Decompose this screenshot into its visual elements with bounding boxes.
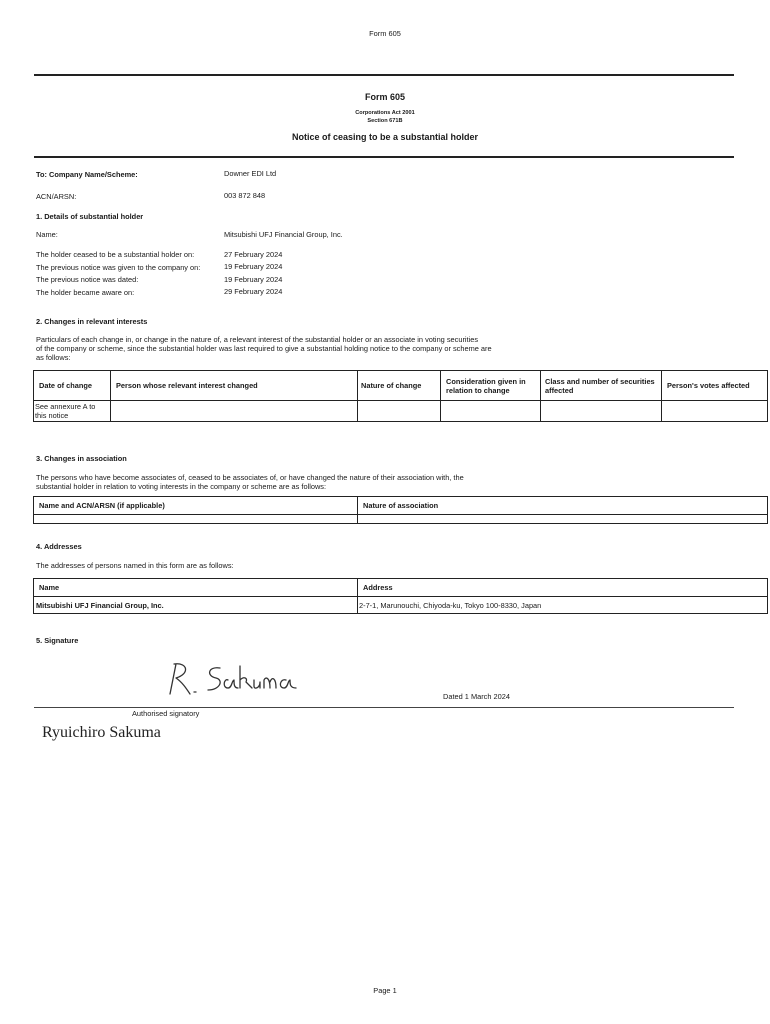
addresses-table-header-row bbox=[34, 579, 768, 597]
table-cell bbox=[662, 401, 768, 422]
table-cell bbox=[441, 401, 541, 422]
header-nature-of-change: Nature of change bbox=[358, 371, 441, 401]
holder-name-value: Mitsubishi UFJ Financial Group, Inc. bbox=[224, 230, 343, 239]
header-person-whose-interest-changed: Person whose relevant interest changed bbox=[111, 371, 358, 401]
to-label: To: Company Name/Scheme: bbox=[36, 170, 138, 179]
ceased-date-value: 27 February 2024 bbox=[224, 250, 283, 259]
header-persons-votes: Person's votes affected bbox=[662, 371, 768, 401]
changes-table-header-row bbox=[34, 371, 768, 401]
section5-heading: 5. Signature bbox=[36, 636, 79, 645]
signatory-name: Ryuichiro Sakuma bbox=[42, 724, 161, 741]
company-name: Downer EDI Ltd bbox=[224, 169, 277, 178]
table-row bbox=[34, 597, 768, 614]
address-value: 2-7-1, Marunouchi, Chiyoda-ku, Tokyo 100-8330, Japan bbox=[358, 597, 768, 614]
section2-para-line-2: of the company or scheme, since the substantial holder was last required to give a substantial holding notice to the company or scheme are bbox=[36, 344, 492, 353]
holder-name-label: Name: bbox=[36, 230, 58, 239]
header-address: Address bbox=[358, 579, 768, 597]
signature-rule bbox=[34, 707, 734, 708]
association-table-header-row bbox=[34, 497, 768, 515]
changes-table bbox=[33, 370, 768, 422]
addresses-table bbox=[33, 578, 768, 614]
form-title: Form 605 bbox=[364, 92, 406, 102]
section2-para-line-1: Particulars of each change in, or change in the nature of, a relevant interest of the substantial holder or an associate in voting securities bbox=[36, 335, 479, 344]
section2-heading: 2. Changes in relevant interests bbox=[36, 317, 148, 326]
notice-title: Notice of ceasing to be a substantial holder bbox=[291, 132, 479, 142]
header-name-and-acn: Name and ACN/ARSN (if applicable) bbox=[34, 497, 358, 515]
table-cell bbox=[111, 401, 358, 422]
header-consideration: Consideration given in relation to change bbox=[441, 371, 541, 401]
title-rule bbox=[34, 156, 734, 158]
previous-notice-given-value: 19 February 2024 bbox=[224, 262, 283, 271]
section3-para-line-1: The persons who have become associates of, ceased to be associates of, or have changed the nature of their association with, the bbox=[36, 473, 464, 482]
header-date-of-change: Date of change bbox=[34, 371, 111, 401]
section-line: Section 671B bbox=[367, 118, 403, 124]
section3-heading: 3. Changes in association bbox=[36, 454, 127, 463]
section2-para-line-3: as follows: bbox=[36, 353, 71, 362]
previous-notice-dated-value: 19 February 2024 bbox=[224, 275, 283, 284]
previous-notice-dated-label: The previous notice was dated: bbox=[36, 275, 139, 284]
ceased-date-label: The holder ceased to be a substantial holder on: bbox=[36, 250, 195, 259]
header-class-and-number: Class and number of securities affected bbox=[541, 371, 662, 401]
became-aware-label: The holder became aware on: bbox=[36, 288, 135, 297]
table-cell bbox=[34, 515, 358, 524]
table-row bbox=[34, 401, 768, 422]
annexure-reference: See annexure A to this notice bbox=[34, 401, 111, 422]
table-cell bbox=[358, 401, 441, 422]
previous-notice-given-label: The previous notice was given to the company on: bbox=[36, 263, 201, 272]
section4-para: The addresses of persons named in this form are as follows: bbox=[36, 561, 234, 570]
became-aware-value: 29 February 2024 bbox=[224, 287, 283, 296]
address-holder-name: Mitsubishi UFJ Financial Group, Inc. bbox=[34, 597, 358, 614]
acn-label: ACN/ARSN: bbox=[36, 192, 77, 201]
act-line: Corporations Act 2001 bbox=[355, 110, 415, 116]
section1-heading: 1. Details of substantial holder bbox=[36, 212, 144, 221]
running-header: Form 605 bbox=[369, 29, 401, 38]
acn-value: 003 872 848 bbox=[224, 191, 266, 200]
page-number: Page 1 bbox=[373, 986, 397, 995]
section4-heading: 4. Addresses bbox=[36, 542, 82, 551]
handwritten-signature bbox=[160, 658, 300, 705]
header-name: Name bbox=[34, 579, 358, 597]
header-nature-of-association: Nature of association bbox=[358, 497, 768, 515]
section3-para-line-2: substantial holder in relation to voting interests in the company or scheme are as follows: bbox=[36, 482, 327, 491]
top-rule bbox=[34, 74, 734, 76]
table-row bbox=[34, 515, 768, 524]
association-table bbox=[33, 496, 768, 524]
authorised-signatory-label: Authorised signatory bbox=[132, 709, 200, 718]
table-cell bbox=[541, 401, 662, 422]
table-cell bbox=[358, 515, 768, 524]
dated-text: Dated 1 March 2024 bbox=[443, 692, 510, 701]
